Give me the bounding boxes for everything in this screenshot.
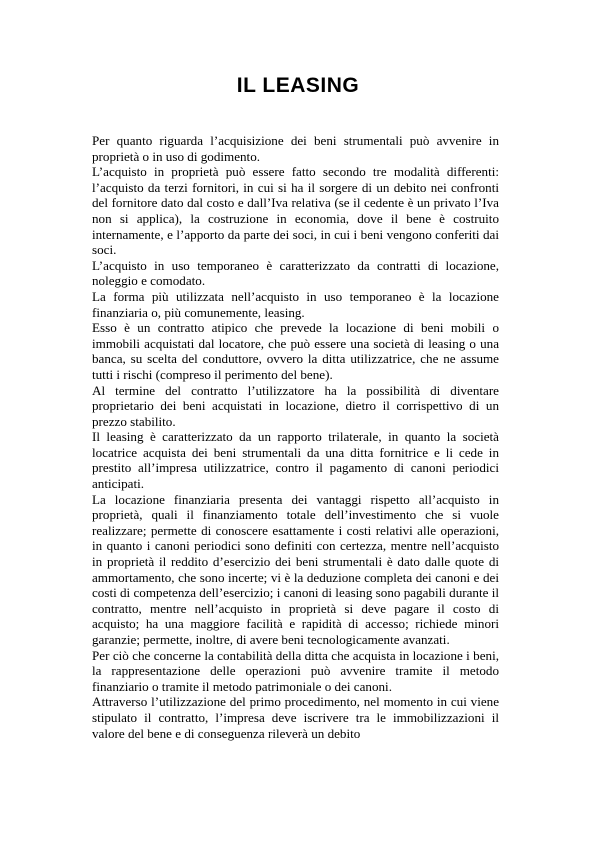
paragraph: Per quanto riguarda l’acquisizione dei beni strumentali può avvenire in proprietà o in uso di godimento. [92, 133, 499, 164]
paragraph: La locazione finanziaria presenta dei vantaggi rispetto all’acquisto in proprietà, quali il finanziamento totale dell’investimento che si vuole realizzare; permette di conoscere esattamente i costi relativi alle operazioni, in quanto i canoni periodici sono definiti con certezza, mentre nell’acquisto in proprietà il reddito d’esercizio dei beni strumentali è dato dalle quote di ammortamento, che sono incerte; vi è la deduzione completa dei canoni e dei costi di competenza dell’esercizio; i canoni di leasing sono pagabili durante il contratto, mentre nell’acquisto in proprietà si deve pagare il costo di acquisto; ha una maggiore facilità e rapidità di accesso; richiede minori garanzie; permette, inoltre, di avere beni tecnologicamente avanzati. [92, 491, 499, 647]
document-body [92, 133, 499, 741]
paragraph: L’acquisto in proprietà può essere fatto secondo tre modalità differenti: l’acquisto da terzi fornitori, in cui si ha il sorgere di un debito nei confronti del fornitore dato dal costo e dall’Iva relativa (se il cedente è un privato l’Iva non si applica), la costruzione in economia, dove il bene è costruito internamente, e l’apporto da parte dei soci, in cui i beni vengono conferiti dai soci. [92, 164, 499, 258]
paragraph: Attraverso l’utilizzazione del primo procedimento, nel momento in cui viene stipulato il contratto, l’impresa deve iscrivere tra le immobilizzazioni il valore del bene e di conseguenza rileverà un debito [92, 694, 499, 741]
paragraph: Per ciò che concerne la contabilità della ditta che acquista in locazione i beni, la rappresentazione delle operazioni può avvenire tramite il metodo finanziario o tramite il metodo patrimoniale o dei canoni. [92, 647, 499, 694]
paragraph: Esso è un contratto atipico che prevede la locazione di beni mobili o immobili acquistati dal locatore, che può essere una società di leasing o una banca, su scelta del conduttore, ovvero la ditta utilizzatrice, che ne assume tutti i rischi (compreso il perimento del bene). [92, 320, 499, 382]
document-title: IL LEASING [236, 74, 360, 97]
paragraph: Al termine del contratto l’utilizzatore ha la possibilità di diventare proprietario dei beni acquistati in locazione, dietro il corrispettivo di un prezzo stabilito. [92, 382, 499, 429]
paragraph: L’acquisto in uso temporaneo è caratterizzato da contratti di locazione, noleggio e comodato. [92, 257, 499, 289]
paragraph: La forma più utilizzata nell’acquisto in uso temporaneo è la locazione finanziaria o, più comunemente, leasing. [92, 288, 499, 320]
paragraph: Il leasing è caratterizzato da un rapporto trilaterale, in quanto la società locatrice acquista dei beni strumentali da una ditta fornitrice e li cede in prestito all’impresa utilizzatrice, contro il pagamento di canoni periodici anticipati. [92, 429, 499, 492]
